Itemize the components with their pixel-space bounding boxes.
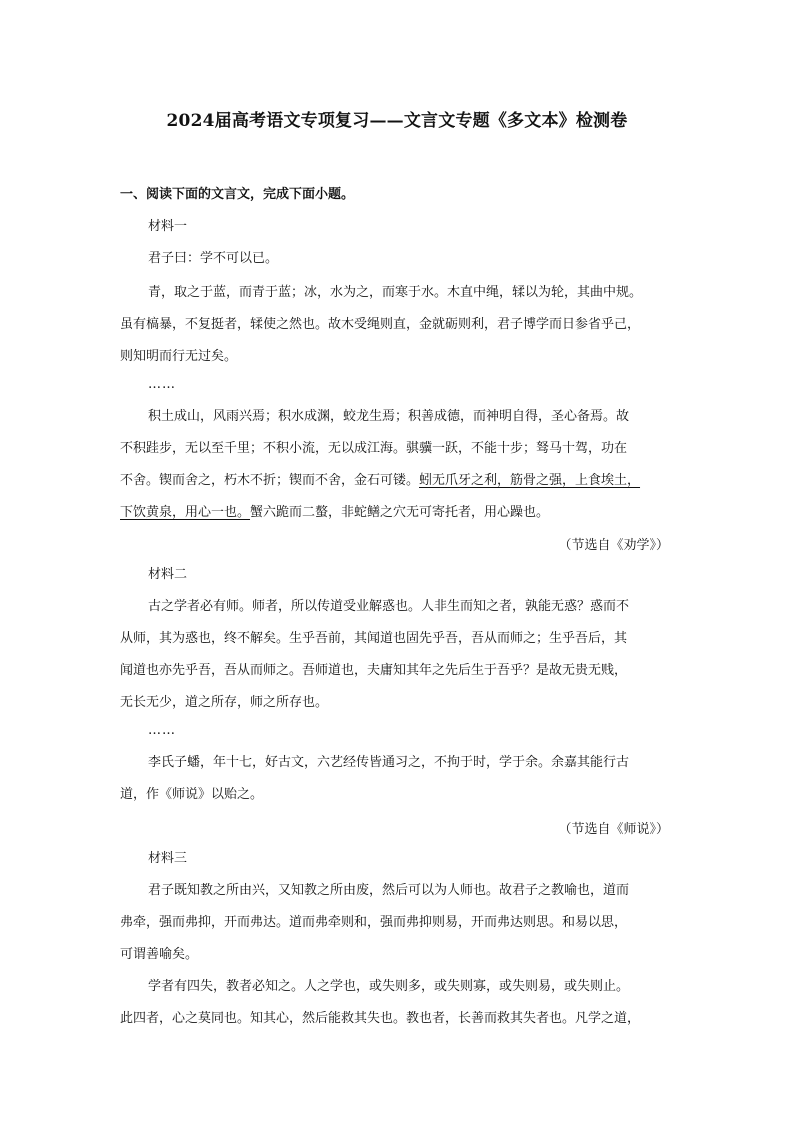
m3-line-1: 君子既知教之所由兴，又知教之所由废，然后可以为人师也。故君子之教喻也，道而	[148, 883, 630, 898]
m1-line-8-text: 蟹六跪而二螯，非蛇鳝之穴无可寄托者，用心躁也。	[250, 505, 550, 520]
m2-source: （节选自《师说》）	[558, 822, 669, 837]
m2-line-4: 无长无少，道之所存，师之所存也。	[120, 695, 329, 710]
m1-line-7-text: 不舍。锲而舍之，朽木不折；锲而不舍，金石可镂。	[120, 473, 420, 488]
material-3-label: 材料三	[148, 851, 188, 866]
m2-line-2: 从师，其为惑也，终不解矣。生乎吾前，其闻道也固先乎吾，吾从而师之；生乎吾后，其	[120, 631, 628, 646]
m1-line-1: 君子曰：学不可以已。	[148, 251, 279, 266]
m1-underlined-sentence-a: 蚓无爪牙之利，筋骨之强，上食埃土，	[419, 473, 641, 488]
m1-line-6: 不积跬步，无以至千里；不积小流，无以成江海。骐骥一跃，不能十步；驽马十驾，功在	[120, 441, 628, 456]
m1-line-5: 积土成山，风雨兴焉；积水成渊，蛟龙生焉；积善成德，而神明自得，圣心备焉。故	[148, 409, 630, 424]
m3-line-5: 此四者，心之莫同也。知其心，然后能救其失也。教也者，长善而救其失者也。凡学之道，	[120, 1011, 641, 1026]
m2-line-6: 道，作《师说》以贻之。	[120, 787, 264, 802]
m3-line-2: 弗牵，强而弗抑，开而弗达。道而弗牵则和，强而弗抑则易，开而弗达则思。和易以思，	[120, 915, 628, 930]
m1-ellipsis: ……	[148, 377, 176, 392]
m1-underlined-sentence-b: 下饮黄泉，用心一也。	[120, 505, 251, 520]
material-1-label: 材料一	[148, 219, 188, 234]
m1-line-4: 则知明而行无过矣。	[120, 349, 238, 364]
m2-line-3: 闻道也亦先乎吾，吾从而师之。吾师道也，夫庸知其年之先后生于吾乎？是故无贵无贱，	[120, 663, 628, 678]
m1-line-7	[120, 472, 640, 490]
m1-line-8	[120, 504, 549, 522]
section-heading: 一、阅读下面的文言文，完成下面小题。	[120, 187, 355, 202]
material-2-label: 材料二	[148, 567, 188, 582]
m2-line-1: 古之学者必有师。师者，所以传道受业解惑也。人非生而知之者，孰能无惑？惑而不	[148, 599, 630, 614]
page-title: 2024届高考语文专项复习——文言文专题《多文本》检测卷	[166, 111, 628, 131]
m3-line-4: 学者有四失，教者必知之。人之学也，或失则多，或失则寡，或失则易，或失则止。	[148, 979, 630, 994]
m2-ellipsis: ……	[148, 723, 176, 738]
m1-source: （节选自《劝学》）	[558, 538, 669, 553]
m1-line-3: 虽有槁暴，不复挺者，𫐓使之然也。故木受绳则直，金就砺则利，君子博学而日参省乎己，	[120, 317, 641, 332]
m2-line-5: 李氏子蟠，年十七，好古文，六艺经传皆通习之，不拘于时，学于余。余嘉其能行古	[148, 755, 630, 770]
m3-line-3: 可谓善喻矣。	[120, 947, 199, 962]
m1-line-2: 青，取之于蓝，而青于蓝；冰，水为之，而寒于水。木直中绳，𫐓以为轮，其曲中规。	[148, 285, 643, 300]
